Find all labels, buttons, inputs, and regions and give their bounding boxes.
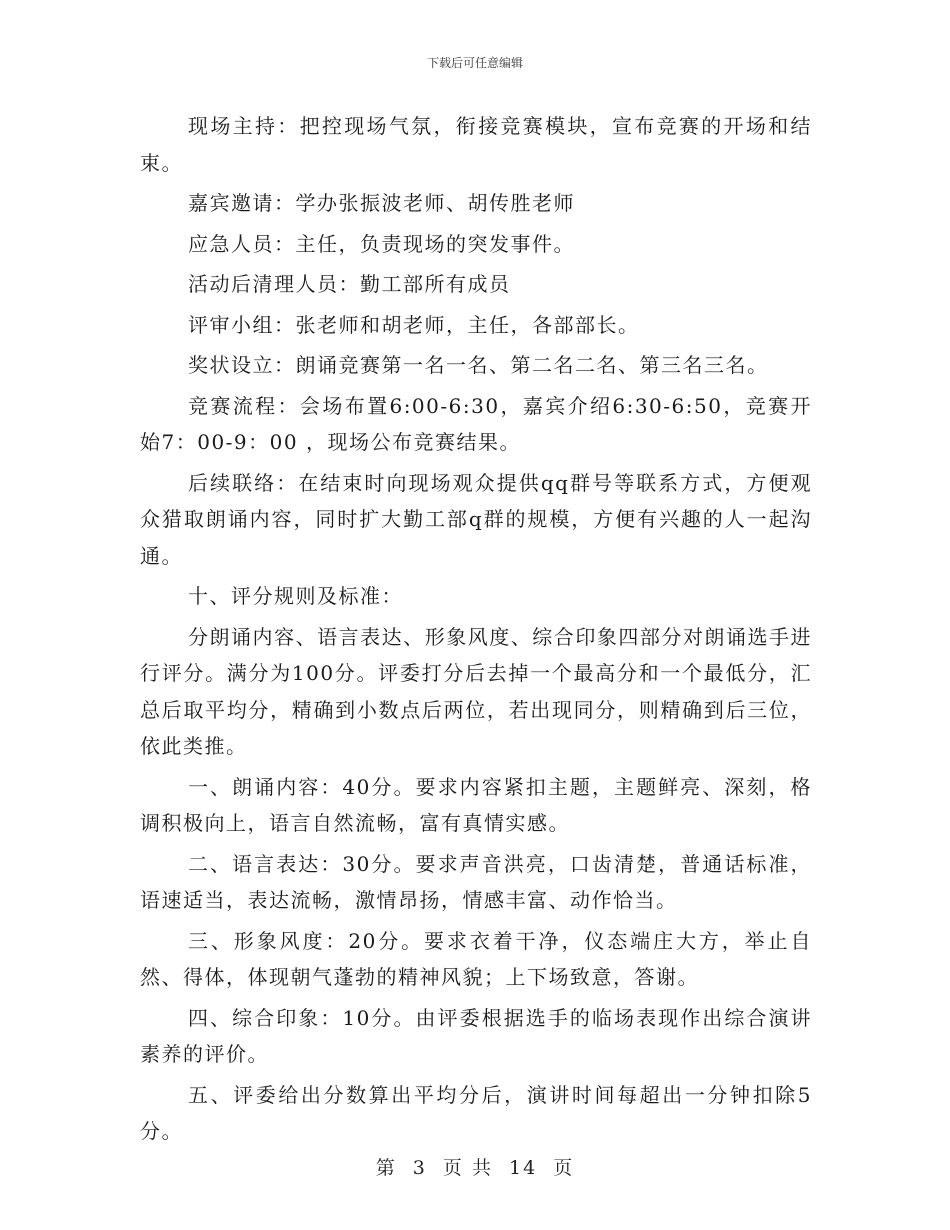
page-label-prefix: 第 <box>375 1157 397 1179</box>
paragraph-criterion-appearance: 三、形象风度：20分。要求衣着干净，仪态端庄大方，举止自然、得体，体现朝气蓬勃的精神风貌；上下场致意，答谢。 <box>140 928 812 989</box>
total-pages: 14 <box>509 1157 538 1179</box>
page-label-mid: 页 共 <box>442 1157 493 1179</box>
paragraph-cleanup: 活动后清理人员：勤工部所有成员 <box>188 272 511 296</box>
paragraph-followup: 后续联络：在结束时向现场观众提供qq群号等联系方式，方便观众猎取朗诵内容，同时扩大勤工部q群的规模，方便有兴趣的人一起沟通。 <box>140 470 812 568</box>
page-label-suffix: 页 <box>553 1157 575 1179</box>
header-note: 下载后可任意编辑 <box>426 56 523 70</box>
paragraph-schedule: 竞赛流程：会场布置6:00-6:30，嘉宾介绍6:30-6:50，竞赛开始7：00-9：00 ，现场公布竞赛结果。 <box>140 393 812 454</box>
page-number <box>0 1153 950 1180</box>
paragraph-guests: 嘉宾邀请：学办张振波老师、胡传胜老师 <box>188 191 575 215</box>
section-heading-scoring: 十、评分规则及标准： <box>188 584 403 608</box>
paragraph-criterion-expression: 二、语言表达：30分。要求声音洪亮，口齿清楚，普通话标准，语速适当，表达流畅，激情昂扬，情感丰富、动作恰当。 <box>140 851 812 912</box>
paragraph-time-penalty: 五、评委给出分数算出平均分后，演讲时间每超出一分钟扣除5分。 <box>140 1082 812 1143</box>
paragraph-emergency: 应急人员：主任，负责现场的突发事件。 <box>188 231 575 256</box>
paragraph-criterion-impression: 四、综合印象：10分。由评委根据选手的临场表现作出综合演讲素养的评价。 <box>140 1005 812 1066</box>
paragraph-awards: 奖状设立：朗诵竞赛第一名一名、第二名二名、第三名三名。 <box>188 353 769 377</box>
paragraph-judges: 评审小组：张老师和胡老师，主任，各部部长。 <box>188 312 640 337</box>
paragraph-host: 现场主持：把控现场气氛，衔接竞赛模块，宣布竞赛的开场和结束。 <box>140 114 812 175</box>
document-body <box>140 108 812 1154</box>
current-page: 3 <box>412 1157 427 1179</box>
paragraph-scoring-overview: 分朗诵内容、语言表达、形象风度、综合印象四部分对朗诵选手进行评分。满分为100分。评委打分后去掉一个最高分和一个最低分，汇总后取平均分，精确到小数点后两位，若出现同分，则精确到后三位，依此类推。 <box>140 624 812 758</box>
paragraph-criterion-content: 一、朗诵内容：40分。要求内容紧扣主题，主题鲜亮、深刻，格调积极向上，语言自然流畅，富有真情实感。 <box>140 774 812 835</box>
